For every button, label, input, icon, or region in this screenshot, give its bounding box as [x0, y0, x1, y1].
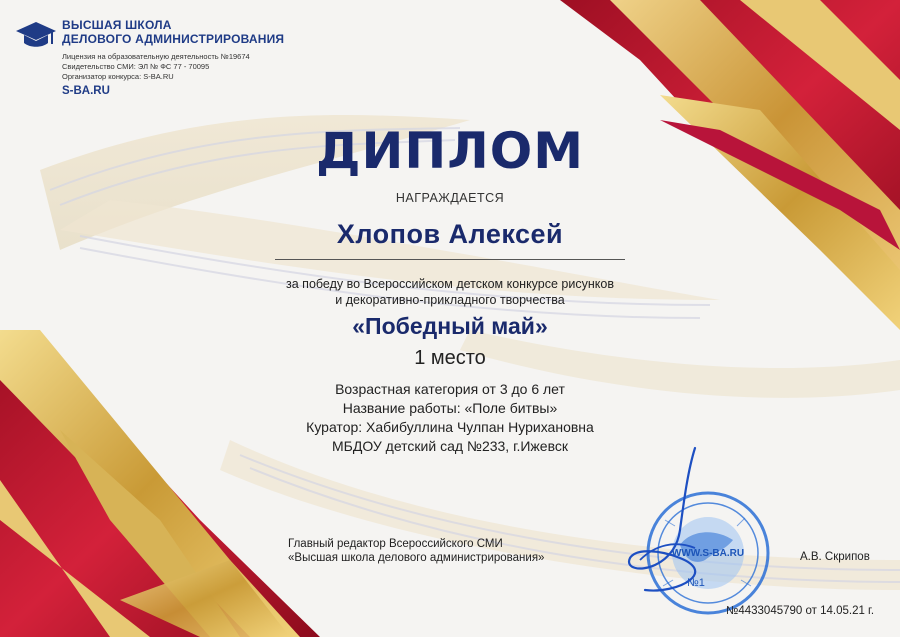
recipient-name: Хлопов Алексей [336, 219, 564, 249]
editor-credit [288, 537, 544, 565]
site-link[interactable]: S-BA.RU [62, 85, 110, 97]
age-category: Возрастная категория от 3 до 6 лет [335, 381, 565, 397]
organization-header [16, 18, 284, 97]
institution: МБДОУ детский сад №233, г.Ижевск [331, 438, 568, 454]
award-reason-line2: и декоративно-прикладного творчества [335, 293, 565, 307]
document-number: №4433045790 от 14.05.21 г. [726, 605, 875, 617]
organizer-text: Организатор конкурса: S-BA.RU [62, 72, 174, 81]
org-name-line1: ВЫСШАЯ ШКОЛА [62, 18, 172, 32]
license-text: Лицензия на образовательную деятельность №19674 [62, 52, 250, 61]
contest-name: «Победный май» [352, 313, 548, 339]
work-title: Название работы: «Поле битвы» [342, 400, 558, 416]
editor-line1: Главный редактор Всероссийского СМИ [288, 538, 503, 550]
award-reason [0, 276, 900, 308]
award-reason-line1: за победу во Всероссийском детском конкурсе рисунков [286, 277, 614, 291]
editor-line2: «Высшая школа делового администрирования» [288, 552, 545, 564]
place-award: 1 место [414, 347, 486, 369]
awarded-label: НАГРАЖДАЕТСЯ [395, 191, 505, 205]
signature [600, 440, 740, 610]
stamp-number: №1 [687, 577, 705, 589]
diploma-title: ДИПЛОМ [315, 122, 584, 180]
graduation-cap-icon [16, 20, 56, 50]
org-name-line2: ДЕЛОВОГО АДМИНИСТРИРОВАНИЯ [62, 32, 285, 46]
curator: Куратор: Хабибуллина Чулпан Нурихановна [306, 419, 594, 435]
media-certificate-text: Свидетельство СМИ: ЭЛ № ФС 77 - 70095 [62, 62, 210, 71]
name-underline [275, 259, 625, 260]
signer-name: А.В. Скрипов [800, 551, 870, 563]
participant-details [0, 380, 900, 456]
stamp-center-text: WWW.S-BA.RU [671, 548, 745, 559]
